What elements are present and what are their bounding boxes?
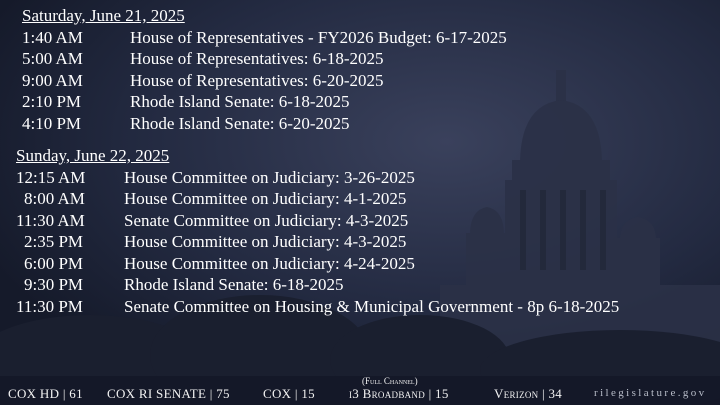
air-time: 11:30 AM xyxy=(16,210,85,230)
day-title: Saturday, June 21, 2025 xyxy=(22,6,185,25)
air-time: 9:00 AM xyxy=(22,70,83,90)
schedule-row xyxy=(16,274,619,296)
program-title: House Committee on Judiciary: 4-3-2025 xyxy=(124,232,407,251)
channel-cox-hd: COX HD | 61 xyxy=(8,386,83,401)
channel-cox: COX | 15 xyxy=(263,386,315,401)
air-time: 2:35 PM xyxy=(24,232,84,251)
schedule-day-saturday xyxy=(22,5,507,134)
air-time: 2:10 PM xyxy=(22,92,82,111)
air-time: 1:40 AM xyxy=(22,27,83,47)
program-title: House of Representatives: 6-20-2025 xyxy=(130,70,384,90)
schedule-row xyxy=(16,210,619,232)
program-title: House Committee on Judiciary: 4-24-2025 xyxy=(124,253,415,273)
schedule-row xyxy=(16,167,619,189)
program-title: Rhode Island Senate: 6-18-2025 xyxy=(130,92,350,111)
schedule-row xyxy=(22,48,507,70)
channel-cox-ri-senate: COX RI SENATE | 75 xyxy=(107,386,230,401)
program-title: Senate Committee on Housing & Municipal Government - 8p 6-18-2025 xyxy=(124,296,620,316)
program-title: House of Representatives - FY2026 Budget: 6-17-2025 xyxy=(130,27,507,47)
air-time: 8:00 AM xyxy=(24,189,85,208)
program-title: House Committee on Judiciary: 4-1-2025 xyxy=(124,189,407,208)
air-time: 9:30 PM xyxy=(24,275,84,294)
schedule-row xyxy=(16,188,619,210)
schedule-row xyxy=(22,70,507,92)
schedule-row xyxy=(16,296,619,318)
channel-verizon: Verizon | 34 xyxy=(494,386,563,401)
program-title: House Committee on Judiciary: 3-26-2025 xyxy=(124,167,415,187)
program-title: Rhode Island Senate: 6-18-2025 xyxy=(124,275,344,294)
day-title: Sunday, June 22, 2025 xyxy=(16,146,170,165)
program-title: Rhode Island Senate: 6-20-2025 xyxy=(130,113,350,133)
program-title: Senate Committee on Judiciary: 4-3-2025 xyxy=(124,210,409,230)
air-time: 11:30 PM xyxy=(16,296,83,316)
air-time: 5:00 AM xyxy=(22,49,83,68)
channel-footer xyxy=(0,376,720,405)
schedule-row xyxy=(22,113,507,135)
air-time: 6:00 PM xyxy=(24,253,84,273)
schedule-row xyxy=(16,231,619,253)
broadband-note: (Full Channel) xyxy=(362,376,418,386)
program-title: House of Representatives: 6-18-2025 xyxy=(130,49,384,68)
schedule-row xyxy=(22,27,507,49)
channel-i3-broadband: i3 Broadband | 15 xyxy=(349,386,449,401)
schedule-day-sunday xyxy=(16,145,619,317)
air-time: 12:15 AM xyxy=(16,167,86,187)
schedule-row xyxy=(22,91,507,113)
website-url: rilegislature.gov xyxy=(594,387,707,399)
air-time: 4:10 PM xyxy=(22,113,82,133)
schedule-row xyxy=(16,253,619,275)
